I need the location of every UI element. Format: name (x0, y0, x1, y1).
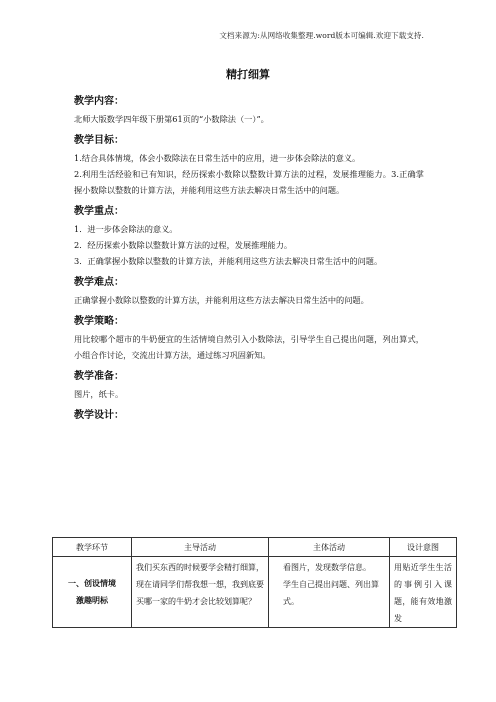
student-line-1: 看图片，发现数学信息。 (283, 563, 371, 572)
stage-line-2: 激趣明标 (76, 596, 108, 605)
heading-objectives: 教学目标： (74, 135, 124, 146)
preparation-text: 图片，纸卡。 (74, 389, 124, 399)
student-activity-cell (269, 557, 390, 628)
design-intent-cell: 用贴近学生生活的事例引入课题，能有效地激发 (390, 557, 457, 628)
heading-difficulty: 教学难点： (74, 277, 124, 288)
page-title: 精打细算 (226, 68, 270, 81)
heading-strategy: 教学策略： (74, 316, 124, 327)
difficulty-text: 正确掌握小数除以整数的计算方法，并能利用这些方法去解决日常生活中的问题。 (74, 295, 369, 305)
header-design-intent: 设计意图 (390, 538, 457, 557)
lead-activity-cell: 我们买东西的时候要学会精打细算，现在请同学们帮我想一想，我到底要买哪一家的牛奶才会比较划算呢？ (132, 557, 269, 628)
key-point-2: 2．经历探索小数除以整数计算方法的过程，发展推理能力。 (74, 240, 293, 250)
objective-1: 1.结合具体情境，体会小数除法在日常生活中的应用，进一步体会除法的意义。 (74, 153, 361, 163)
heading-design: 教学设计： (74, 410, 124, 421)
table-row (53, 557, 457, 628)
header-stage: 教学环节 (53, 538, 132, 557)
heading-preparation: 教学准备： (74, 371, 124, 382)
stage-line-1: 一、创设情境 (68, 579, 116, 588)
content-text: 北师大版数学四年级下册第61页的“小数除法（一）”。 (74, 114, 269, 124)
header-student-activity: 主体活动 (269, 538, 390, 557)
header-lead-activity: 主导活动 (132, 538, 269, 557)
heading-content: 教学内容： (74, 96, 124, 107)
key-point-1: 1．进一步体会除法的意义。 (74, 224, 178, 234)
heading-key-points: 教学重点： (74, 206, 124, 217)
design-table (52, 537, 457, 628)
table-header-row (53, 538, 457, 557)
strategy-text: 用比较哪个超市的牛奶便宜的生活情境自然引入小数除法，引导学生自己提出问题，列出算式，小组合作讨论，交流出计算方法，通过练习巩固新知。 (74, 334, 424, 360)
key-point-3: 3．正确掌握小数除以整数的计算方法，并能利用这些方法去解决日常生活中的问题。 (74, 256, 383, 266)
header-note: 文档来源为:从网络收集整理.word版本可编辑.欢迎下载支持. (219, 31, 424, 40)
objective-2-3: 2.利用生活经验和已有知识，经历探索小数除以整数计算方法的过程，发展推理能力。3.正确掌握小数除以整数的计算方法，并能利用这些方法去解决日常生活中的问题。 (74, 169, 424, 195)
lesson-content (74, 94, 424, 425)
stage-cell (53, 557, 132, 628)
student-line-2: 学生自己提出问题、列出算式。 (283, 580, 379, 606)
